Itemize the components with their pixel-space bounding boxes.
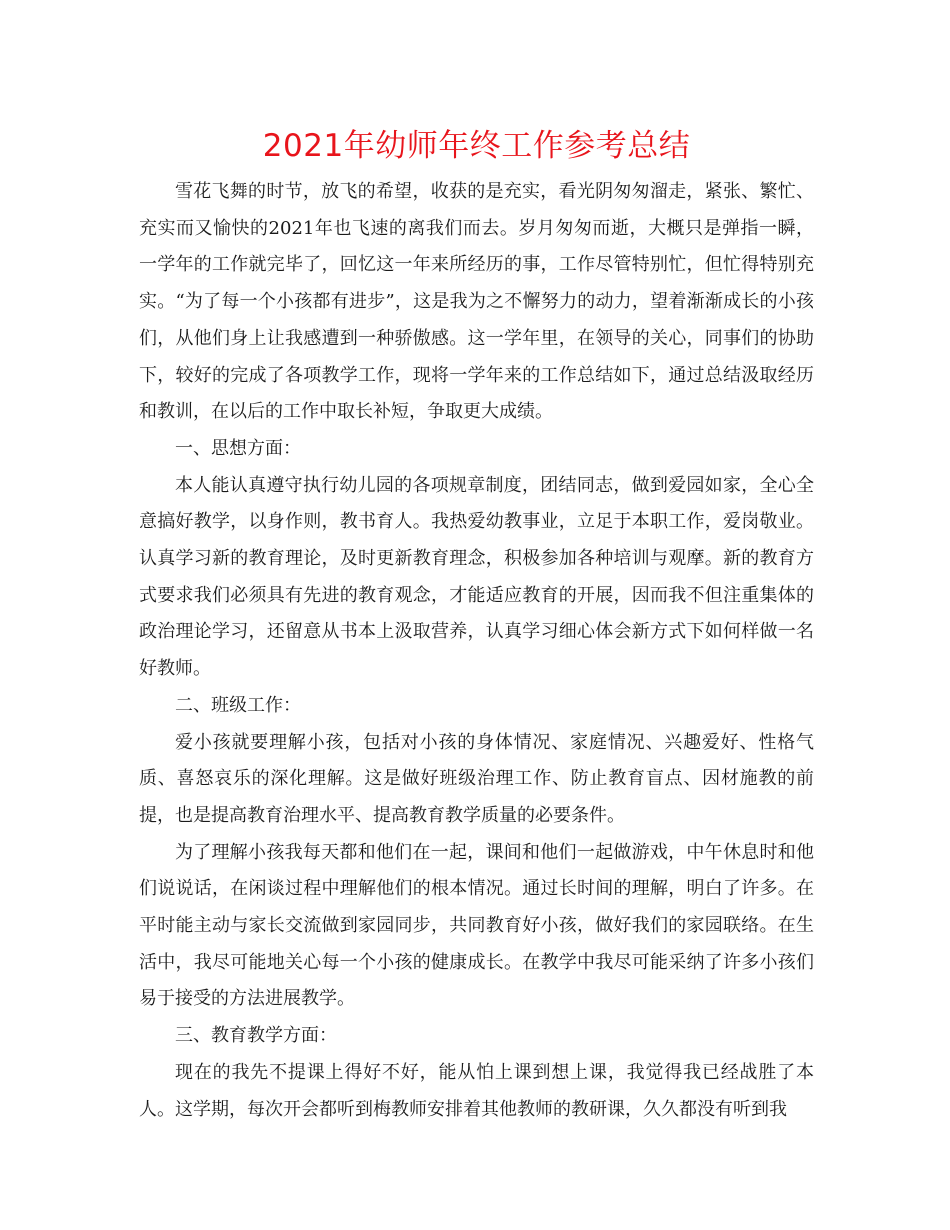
document-title: 2021年幼师年终工作参考总结 — [262, 128, 691, 164]
section-heading-teaching: 三、教育教学方面： — [175, 1025, 337, 1047]
section-heading-class-work: 二、班级工作： — [175, 694, 301, 716]
paragraph-thought: 本人能认真遵守执行幼儿园的各项规章制度，团结同志，做到爱园如家，全心全意搞好教学，以身作则，教书育人。我热爱幼教事业，立足于本职工作，爱岗敬业。认真学习新的教育理论，及时更新教育理念，积极参加各种培训与观摩。新的教育方式要求我们必须具有先进的教育观念，才能适应教育的开展，因而我不但注重集体的政治理论学习，还留意从书本上汲取营养，认真学习细心体会新方式下如何样做一名好教师。 — [139, 474, 814, 680]
document-body — [139, 174, 814, 1128]
paragraph-teaching: 现在的我先不提课上得好不好，能从怕上课到想上课，我觉得我已经战胜了本人。这学期，每次开会都听到梅教师安排着其他教师的教研课，久久都没有听到我 — [139, 1061, 814, 1120]
paragraph-class-work-2: 为了理解小孩我每天都和他们在一起，课间和他们一起做游戏，中午休息时和他们说说话，在闲谈过程中理解他们的根本情况。通过长时间的理解，明白了许多。在平时能主动与家长交流做到家园同步，共同教育好小孩，做好我们的家园联络。在生活中，我尽可能地关心每一个小孩的健康成长。在教学中我尽可能采纳了许多小孩们易于接受的方法进展教学。 — [139, 841, 814, 1010]
paragraph-intro: 雪花飞舞的时节，放飞的希望，收获的是充实，看光阴匆匆溜走，紧张、繁忙、充实而又愉快的2021年也飞速的离我们而去。岁月匆匆而逝，大概只是弹指一瞬，一学年的工作就完毕了，回忆这一年来所经历的事，工作尽管特别忙，但忙得特别充实。“为了每一个小孩都有进步”，这是我为之不懈努力的动力，望着渐渐成长的小孩们，从他们身上让我感遭到一种骄傲感。这一学年里，在领导的关心，同事们的协助下，较好的完成了各项教学工作，现将一学年来的工作总结如下，通过总结汲取经历和教训，在以后的工作中取长补短，争取更大成绩。 — [139, 181, 814, 423]
paragraph-class-work-1: 爱小孩就要理解小孩，包括对小孩的身体情况、家庭情况、兴趣爱好、性格气质、喜怒哀乐的深化理解。这是做好班级治理工作、防止教育盲点、因材施教的前提，也是提高教育治理水平、提高教育教学质量的必要条件。 — [139, 731, 814, 826]
section-heading-thought: 一、思想方面： — [175, 437, 301, 459]
